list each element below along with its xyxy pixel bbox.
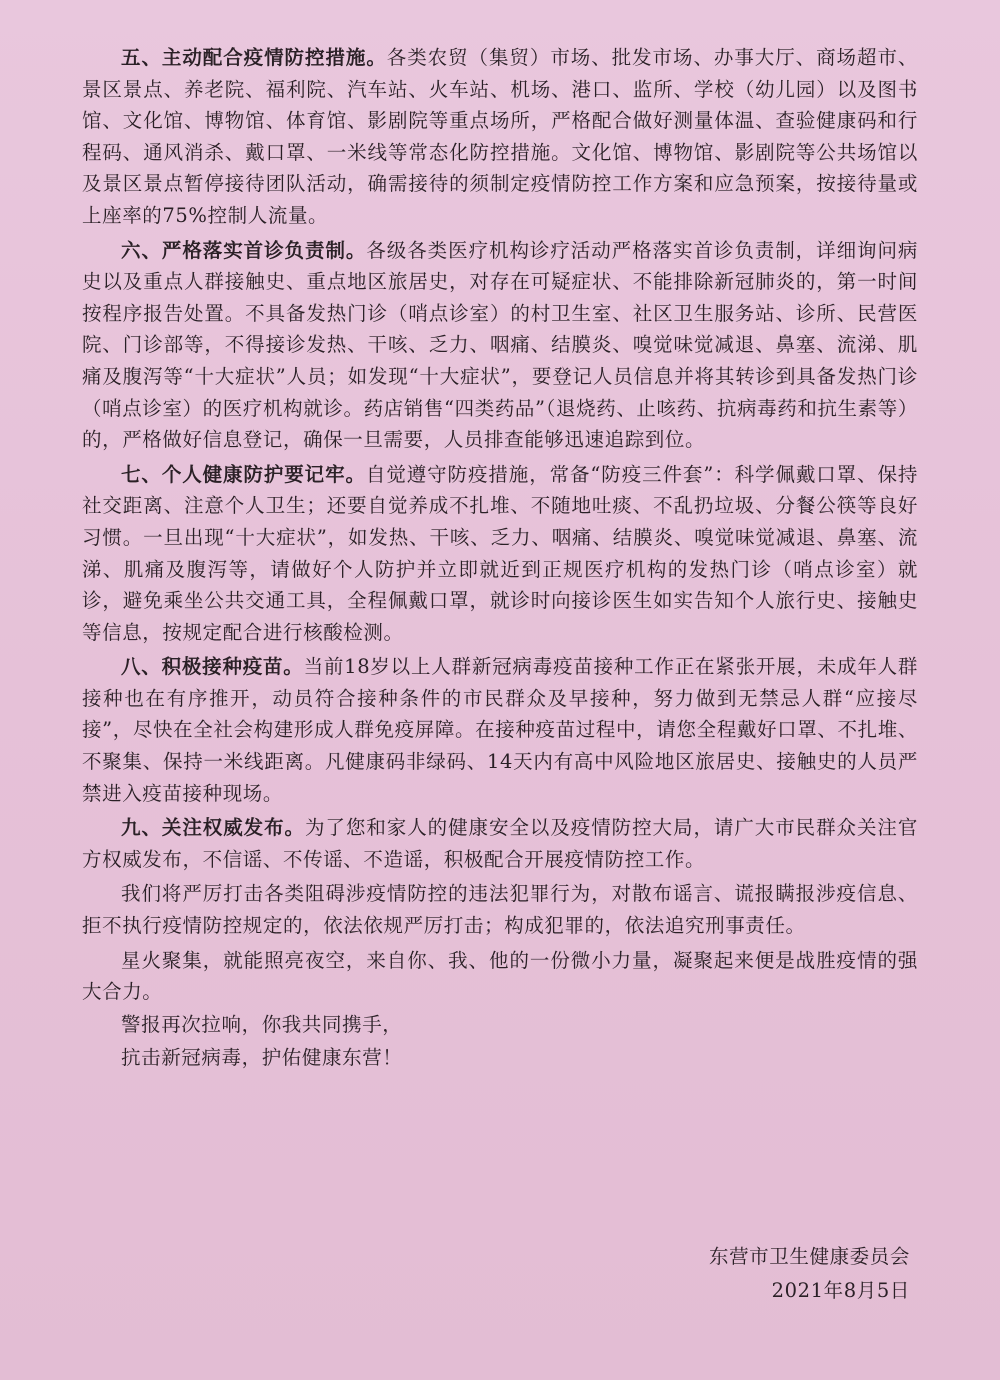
section-6-heading: 六、严格落实首诊负责制。 — [121, 238, 367, 262]
section-7-body: 自觉遵守防疫措施，常备“防疫三件套”：科学佩戴口罩、保持社交距离、注意个人卫生；还要自觉养成不扎堆、不随地吐痰、不乱扔垃圾、分餐公筷等良好习惯。一旦出现“十大症状”，如发热、干咳、乏力、咽痛、结膜炎、嗅觉味觉减退、鼻塞、流涕、肌痛及腹泻等，请做好个人防护并立即就近到正规医疗机构的发热门诊（哨点诊室）就诊，避免乘坐公共交通工具，全程佩戴口罩，就诊时向接诊医生如实告知个人旅行史、接触史等信息，按规定配合进行核酸检测。 — [82, 462, 919, 644]
section-8-body: 当前18岁以上人群新冠病毒疫苗接种工作正在紧张开展，未成年人群接种也在有序推开，动员符合接种条件的市民群众及早接种，努力做到无禁忌人群“应接尽接”，尽快在全社会构建形成人群免疫屏障。在接种疫苗过程中，请您全程戴好口罩、不扎堆、不聚集、保持一米线距离。凡健康码非绿码、14天内有高中风险地区旅居史、接触史的人员严禁进入疫苗接种现场。 — [82, 655, 918, 805]
section-9-body: 为了您和家人的健康安全以及疫情防控大局，请广大市民群众关注官方权威发布，不信谣、不传谣、不造谣，积极配合开展疫情防控工作。 — [82, 816, 918, 871]
closing-paragraph-unity: 星火聚集，就能照亮夜空，来自你、我、他的一份微小力量，凝聚起来便是战胜疫情的强大合力。 — [82, 948, 918, 1004]
section-9-heading: 九、关注权威发布。 — [121, 816, 305, 840]
slogan-line-2: 抗击新冠病毒，护佑健康东营！ — [121, 1045, 403, 1069]
section-6 — [82, 235, 918, 456]
section-5-heading: 五、主动配合疫情防控措施。 — [121, 46, 387, 69]
slogan-line-1: 警报再次拉响，你我共同携手， — [121, 1012, 403, 1036]
section-7 — [82, 459, 918, 649]
signature-date: 2021年8月5日 — [771, 1279, 910, 1302]
section-9 — [82, 812, 918, 875]
signature-org: 东营市卫生健康委员会 — [708, 1245, 910, 1268]
section-5-body: 各类农贸（集贸）市场、批发市场、办事大厅、商场超市、景区景点、养老院、福利院、汽车站、火车站、机场、港口、监所、学校（幼儿园）以及图书馆、文化馆、博物馆、体育馆、影剧院等重点场所，严格配合做好测量体温、查验健康码和行程码、通风消杀、戴口罩、一米线等常态化防控措施。文化馆、博物馆、影剧院等公共场馆以及景区景点暂停接待团队活动，确需接待的须制定疫情防控工作方案和应急预案，按接待量或上座率的75%控制人流量。 — [82, 46, 918, 227]
closing-paragraph-warning: 我们将严厉打击各类阻碍涉疫情防控的违法犯罪行为，对散布谣言、谎报瞒报涉疫信息、拒不执行疫情防控规定的，依法依规严厉打击；构成犯罪的，依法追究刑事责任。 — [82, 882, 918, 938]
section-8-heading: 八、积极接种疫苗。 — [121, 655, 304, 679]
section-6-body: 各级各类医疗机构诊疗活动严格落实首诊负责制，详细询问病史以及重点人群接触史、重点地区旅居史，对存在可疑症状、不能排除新冠肺炎的，第一时间按程序报告处置。不具备发热门诊（哨点诊室）的村卫生室、社区卫生服务站、诊所、民营医院、门诊部等，不得接诊发热、干咳、乏力、咽痛、结膜炎、嗅觉味觉减退、鼻塞、流涕、肌痛及腹泻等“十大症状”人员；如发现“十大症状”，要登记人员信息并将其转诊到具备发热门诊（哨点诊室）的医疗机构就诊。药店销售“四类药品”（退烧药、止咳药、抗病毒药和抗生素等）的，严格做好信息登记，确保一旦需要，人员排查能够迅速追踪到位。 — [82, 238, 919, 452]
section-8 — [82, 651, 918, 809]
signature-block — [709, 1240, 910, 1308]
section-5 — [82, 42, 918, 232]
section-7-heading: 七、个人健康防护要记牢。 — [121, 462, 366, 486]
